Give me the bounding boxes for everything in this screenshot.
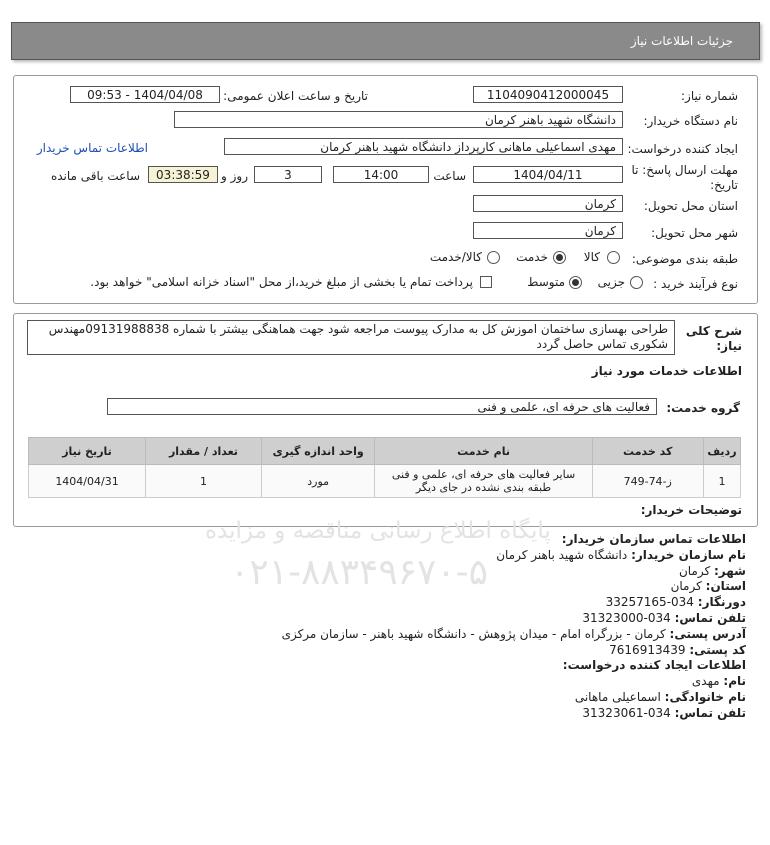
creator-info-title: اطلاعات ایجاد کننده درخواست: xyxy=(562,658,746,673)
contact-address: کرمان - بزرگراه امام - میدان پژوهش - دانشگاه شهید باهنر - سازمان مرکزی xyxy=(281,626,666,641)
treasury-payment-note: پرداخت تمام یا بخشی از مبلغ خرید،از محل "اسناد خزانه اسلامی" خواهد بود. xyxy=(90,275,473,289)
contact-postal: 7616913439 xyxy=(609,642,686,657)
process-label: نوع فرآیند خرید : xyxy=(653,277,738,291)
remaining-label: ساعت باقی مانده xyxy=(50,169,140,183)
city-field: کرمان xyxy=(473,222,623,239)
need-number-label: شماره نیاز: xyxy=(681,89,738,103)
process-option-medium: متوسط xyxy=(527,275,565,289)
announce-field: 1404/04/08 - 09:53 xyxy=(70,86,220,103)
contact-org-label: نام سازمان خریدار: xyxy=(631,547,746,562)
page-title: جزئیات اطلاعات نیاز xyxy=(630,34,733,48)
category-label: طبقه بندی موضوعی: xyxy=(631,252,738,266)
category-radio-goods-service[interactable] xyxy=(487,251,500,264)
need-info-panel xyxy=(13,75,758,304)
buyer-org-field: دانشگاه شهید باهنر کرمان xyxy=(174,111,623,128)
process-radio-small[interactable] xyxy=(630,276,643,289)
services-section-title: اطلاعات خدمات مورد نیاز xyxy=(591,364,742,378)
cell-name: سایر فعالیت های حرفه ای، علمی و فنی طبقه بندی نشده در جای دیگر xyxy=(375,465,592,498)
creator-name-label: نام: xyxy=(723,674,746,689)
deadline-date-field: 1404/04/11 xyxy=(473,166,623,183)
contact-org: دانشگاه شهید باهنر کرمان xyxy=(496,547,628,562)
service-group-label: گروه خدمت: xyxy=(666,401,740,415)
contact-address-label: آدرس پستی: xyxy=(669,626,746,641)
contact-city-label: شهر: xyxy=(714,563,746,578)
contact-province-label: استان: xyxy=(705,579,746,594)
contact-phone-label: تلفن تماس: xyxy=(674,610,746,625)
creator-family: اسماعیلی ماهانی xyxy=(574,689,661,704)
watermark-text: پایگاه اطلاع رسانی مناقصه و مزایده xyxy=(205,518,551,544)
cell-code: ز-74-749 xyxy=(592,465,703,498)
days-field: 3 xyxy=(254,166,322,183)
col-date: تاریخ نیاز xyxy=(29,438,146,465)
col-unit: واحد اندازه گیری xyxy=(261,438,375,465)
process-option-small: جزیی xyxy=(597,275,625,289)
creator-field: مهدی اسماعیلی ماهانی کارپرداز دانشگاه شهید باهنر کرمان xyxy=(224,138,623,155)
category-option-service: خدمت xyxy=(516,250,548,264)
creator-phone-label: تلفن تماس: xyxy=(674,705,746,720)
province-label: استان محل تحویل: xyxy=(643,199,738,213)
announce-label: تاریخ و ساعت اعلان عمومی: xyxy=(223,89,368,103)
service-group-field: فعالیت های حرفه ای، علمی و فنی xyxy=(107,398,657,415)
category-option-goods-service: کالا/خدمت xyxy=(429,250,482,264)
buyer-contact-link[interactable]: اطلاعات تماس خریدار xyxy=(36,141,148,155)
watermark-phone: ۰۲۱-۸۸۳۴۹۶۷۰-۵ xyxy=(230,552,489,593)
category-radio-goods[interactable] xyxy=(607,251,620,264)
services-table-header xyxy=(29,438,741,465)
province-field: کرمان xyxy=(473,195,623,212)
days-label: روز و xyxy=(221,169,248,183)
cell-row: 1 xyxy=(703,465,740,498)
services-table xyxy=(28,437,741,498)
col-qty: تعداد / مقدار xyxy=(146,438,262,465)
creator-label: ایجاد کننده درخواست: xyxy=(627,142,738,156)
contact-postal-label: کد پستی: xyxy=(689,642,746,657)
deadline-time-field: 14:00 xyxy=(333,166,429,183)
creator-phone: 034-31323061 xyxy=(582,705,671,720)
process-radio-medium[interactable] xyxy=(569,276,582,289)
buyer-notes-label: توضیحات خریدار: xyxy=(640,503,742,517)
cell-date: 1404/04/31 xyxy=(29,465,146,498)
table-row xyxy=(29,465,741,498)
contact-fax-label: دورنگار: xyxy=(697,595,746,610)
cell-qty: 1 xyxy=(146,465,262,498)
buyer-org-label: نام دستگاه خریدار: xyxy=(643,114,738,128)
page-header xyxy=(11,22,760,60)
cell-unit: مورد xyxy=(261,465,375,498)
remaining-time-field: 03:38:59 xyxy=(148,166,218,183)
contact-phone: 034-31323000 xyxy=(582,610,671,625)
treasury-payment-checkbox[interactable] xyxy=(480,276,492,288)
deadline-label-2: تاریخ: xyxy=(710,178,738,192)
time-label: ساعت xyxy=(433,169,466,183)
category-option-goods: کالا xyxy=(583,250,600,264)
category-radio-service[interactable] xyxy=(553,251,566,264)
contact-info xyxy=(282,532,746,722)
need-number-field: 1104090412000045 xyxy=(473,86,623,103)
col-name: نام خدمت xyxy=(375,438,592,465)
contact-city: کرمان xyxy=(678,563,711,578)
contact-province: کرمان xyxy=(670,579,702,594)
description-label-2: نیاز: xyxy=(716,339,742,353)
deadline-label: مهلت ارسال پاسخ: تا xyxy=(631,163,738,177)
city-label: شهر محل تحویل: xyxy=(651,226,738,240)
col-row: ردیف xyxy=(703,438,740,465)
description-text: طراحی بهسازی ساختمان اموزش کل به مدارک پیوست مراجعه شود جهت هماهنگی بیشتر با شماره 09131988838مهندس شکوری تماس حاصل گردد xyxy=(27,320,675,355)
col-code: کد خدمت xyxy=(592,438,703,465)
creator-family-label: نام خانوادگی: xyxy=(664,689,746,704)
creator-name: مهدی xyxy=(691,674,720,689)
contact-title: اطلاعات تماس سازمان خریدار: xyxy=(561,532,746,546)
description-label: شرح کلی xyxy=(685,324,742,338)
contact-fax: 034-33257165 xyxy=(605,595,694,610)
